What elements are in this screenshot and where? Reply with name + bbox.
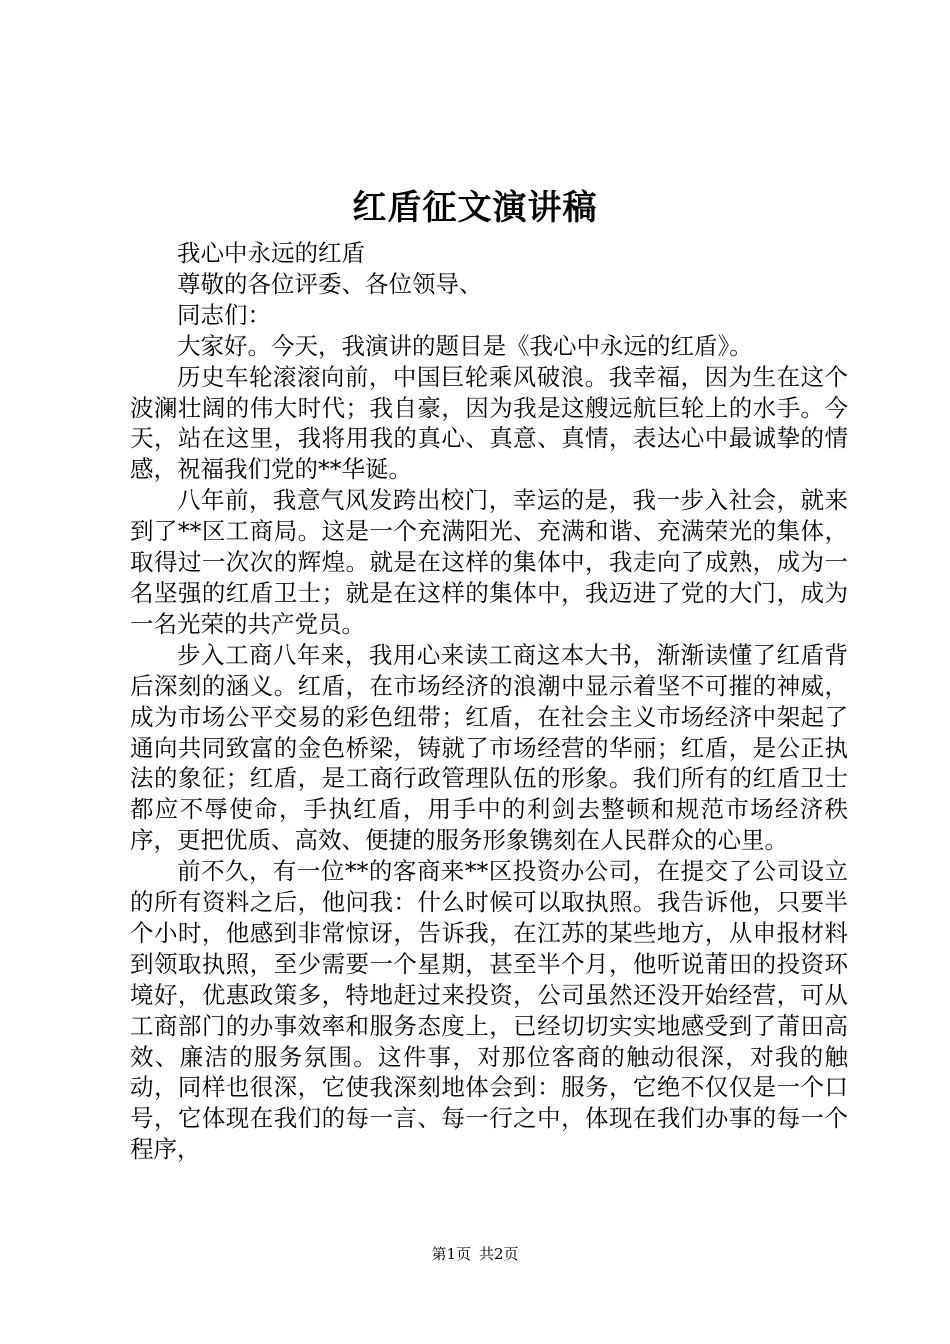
paragraph-investor-story: 前不久，有一位**的客商来**区投资办公司，在提交了公司设立的所有资料之后，他问我：什么时候可以取执照。我告诉他，只要半个小时，他感到非常惊讶，告诉我，在江苏的某些地方，从申报材料到领取执照，至少需要一个星期，甚至半个月，他听说莆田的投资环境好，优惠政策多，特地赶过来投资，公司虽然还没开始经营，可从工商部门的办事效率和服务态度上，已经切切实实地感受到了莆田高效、廉洁的服务氛围。这件事，对那位客商的触动很深，对我的触动，同样也很深，它使我深刻地体会到：服务，它绝不仅仅是一个口号，它体现在我们的每一言、每一行之中，体现在我们办事的每一个程序，	[130, 857, 848, 1164]
page-number: 第1页	[431, 1245, 471, 1263]
page-footer	[0, 1244, 950, 1264]
document-body	[130, 238, 848, 1165]
paragraph-red-shield-meaning: 步入工商八年来，我用心来读工商这本大书，渐渐读懂了红盾背后深刻的涵义。红盾，在市场经济的浪潮中显示着坚不可摧的神威，成为市场公平交易的彩色纽带；红盾，在社会主义市场经济中架起了通向共同致富的金色桥梁，铸就了市场经营的华丽；红盾，是公正执法的象征；红盾，是工商行政管理队伍的形象。我们所有的红盾卫士都应不辱使命，手执红盾，用手中的利剑去整顿和规范市场经济秩序，更把优质、高效、便捷的服务形象镌刻在人民群众的心里。	[130, 640, 848, 855]
paragraph-history: 历史车轮滚滚向前，中国巨轮乘风破浪。我幸福，因为生在这个波澜壮阔的伟大时代；我自豪，因为我是这艘远航巨轮上的水手。今天，站在这里，我将用我的真心、真意、真情，表达心中最诚挚的情感，祝福我们党的**华诞。	[130, 362, 848, 484]
paragraph-eight-years-ago: 八年前，我意气风发跨出校门，幸运的是，我一步入社会，就来到了**区工商局。这是一个充满阳光、充满和谐、充满荣光的集体，取得过一次次的辉煌。就是在这样的集体中，我走向了成熟，成为一名坚强的红盾卫士；就是在这样的集体中，我迈进了党的大门，成为一名光荣的共产党员。	[130, 486, 848, 638]
page-total: 共2页	[479, 1245, 519, 1263]
paragraph-salutation-comrades: 同志们：	[177, 300, 271, 329]
paragraph-greeting: 大家好。今天，我演讲的题目是《我心中永远的红盾》。	[177, 331, 753, 360]
paragraph-salutation: 尊敬的各位评委、各位领导、	[177, 269, 483, 298]
document-title: 红盾征文演讲稿	[352, 188, 598, 228]
paragraph-subtitle: 我心中永远的红盾	[177, 239, 365, 267]
